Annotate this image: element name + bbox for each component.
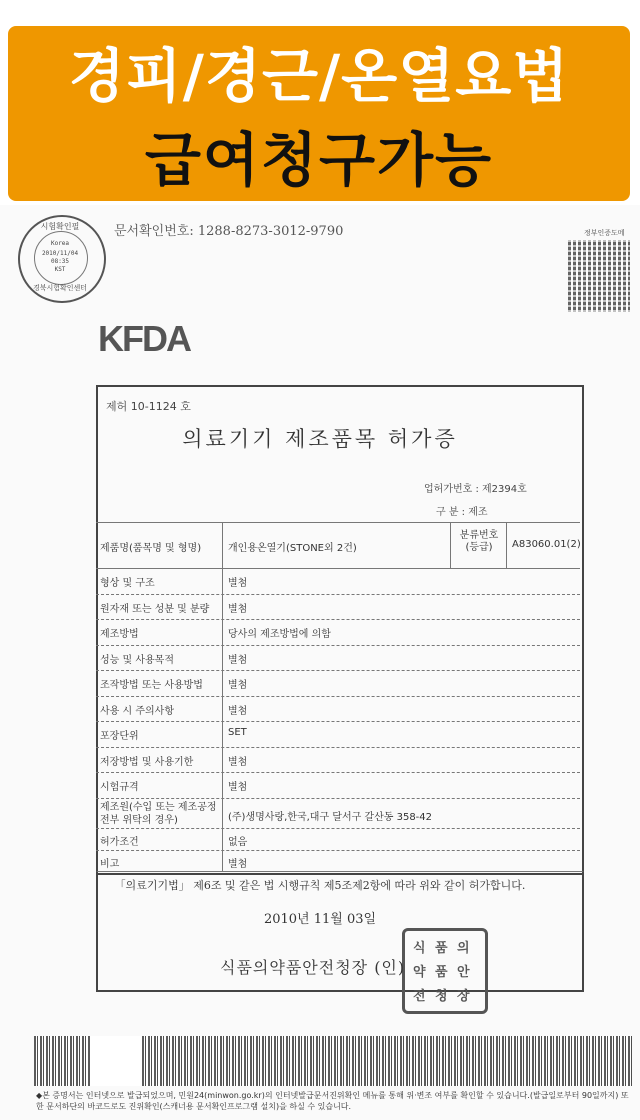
row-label: 저장방법 및 사용기한: [100, 757, 194, 768]
row-label: 성능 및 사용목적: [100, 655, 174, 666]
row-label: 원자재 또는 성분 및 분량: [100, 604, 210, 615]
row-value: 별첨: [228, 757, 248, 768]
row-value: 별첨: [228, 782, 248, 793]
class-label: 분류번호 (등급): [459, 530, 499, 553]
row-value: (주)생명사랑,한국,대구 달서구 갈산동 358-42: [228, 812, 433, 823]
row-value: 별첨: [228, 680, 248, 691]
row-label: 조작방법 또는 사용방법: [100, 680, 203, 691]
official-stamp-icon: 식 품 의 약 품 안 전 청 장: [402, 928, 488, 1014]
product-label: 제품명(품목명 및 형명): [100, 543, 202, 554]
category: 구 분 : 제조: [436, 507, 488, 518]
seal-top-text: 시험확인필: [40, 222, 80, 231]
banner-line-1: 경피/경근/온열요법: [68, 42, 570, 110]
row-label: 형상 및 구조: [100, 578, 155, 589]
row-label: 사용 시 주의사항: [100, 706, 174, 717]
row-value: 별첨: [228, 859, 248, 870]
seal-bottom-text: 경북시험확인센터: [32, 284, 88, 292]
row-value: 당사의 제조방법에 의함: [228, 629, 331, 640]
seal-tz: KST: [54, 266, 66, 273]
row-label: 제조원(수입 또는 제조공정 전부 위탁의 경우): [100, 802, 217, 826]
row-value: 별첨: [228, 706, 248, 717]
row-label: 시험규격: [100, 782, 139, 793]
banner-line-2: 급여청구가능: [144, 126, 494, 194]
row-value: SET: [228, 727, 247, 738]
issuer: 식품의약품안전청장 (인): [220, 958, 406, 977]
row-value: 없음: [228, 837, 248, 848]
seal-country: Korea: [50, 240, 70, 247]
row-label: 포장단위: [100, 731, 139, 742]
row-value: 별첨: [228, 578, 248, 589]
promo-banner: [8, 26, 630, 201]
law-text: 「의료기기법」 제6조 및 같은 법 시행규칙 제5조제2항에 따라 위와 같이 허가합니다.: [114, 879, 526, 892]
seal-time: 08:35: [50, 258, 70, 265]
row-value: 별첨: [228, 604, 248, 615]
row-label: 제조방법: [100, 629, 139, 640]
kfda-logo: KFDA: [98, 318, 190, 359]
row-label: 허가조건: [100, 837, 139, 848]
certificate-title: 의료기기 제조품목 허가증: [182, 427, 458, 451]
qr-label: 정부인증도메: [584, 229, 625, 237]
issue-date: 2010년 11월 03일: [263, 912, 377, 927]
verification-notice: ◆본 증명서는 인터넷으로 발급되었으며, 민원24(minwon.go.kr)의 인터넷발급문서진위확인 메뉴를 통해 위·변조 여부를 확인할 수 있습니다.(발급일로부터 90일까지) 또한 문서하단의 바코드로도 진위확인(스캐너용 문서확인프로그램 설치)을 하실 수 있습니다.: [36, 1091, 629, 1111]
document-number: 문서확인번호: 1288-8273-3012-9790: [114, 224, 344, 239]
permit-number: 제허 10-1124 호: [106, 400, 191, 413]
class-value: A83060.01(2): [512, 539, 581, 550]
business-number: 업허가번호 : 제2394호: [424, 484, 527, 495]
row-label: 비고: [100, 859, 120, 870]
product-value: 개인용온열기(STONE외 2건): [228, 543, 357, 554]
row-value: 별첨: [228, 655, 248, 666]
seal-date: 2010/11/04: [41, 250, 79, 257]
